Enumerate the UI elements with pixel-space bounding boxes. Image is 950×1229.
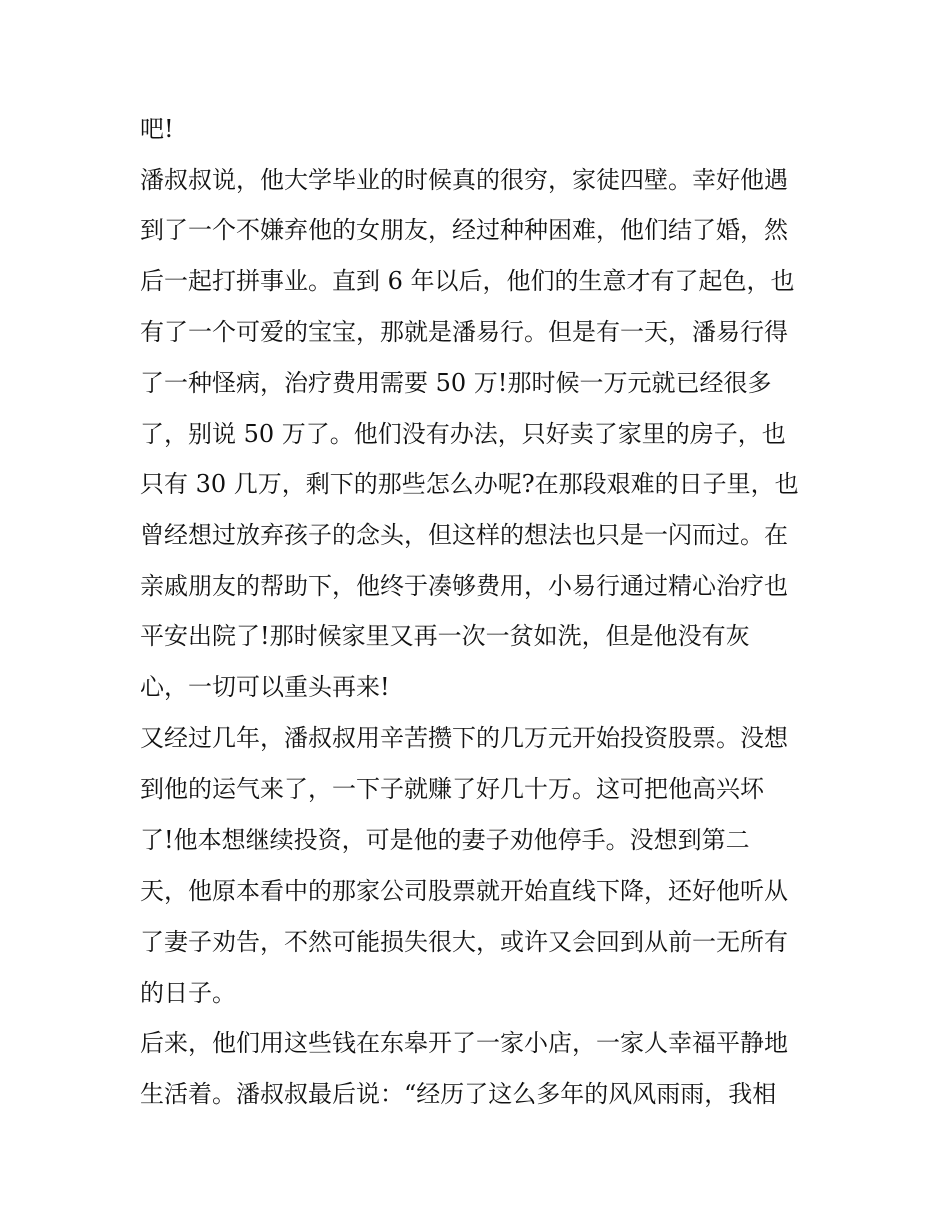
text-line: 亲戚朋友的帮助下，他终于凑够费用，小易行通过精心治疗也 xyxy=(140,572,788,600)
text-line: 潘叔叔说，他大学毕业的时候真的很穷，家徒四壁。幸好他遇 xyxy=(140,166,788,194)
text-line: 后来，他们用这些钱在东皋开了一家小店，一家人幸福平静地 xyxy=(140,1029,788,1057)
text-line: 了!他本想继续投资，可是他的妻子劝他停手。没想到第二 xyxy=(140,826,750,854)
text-line: 后一起打拼事业。直到 6 年以后，他们的生意才有了起色，也 xyxy=(140,267,795,295)
text-line: 了妻子劝告，不然可能损失很大，或许又会回到从前一无所有 xyxy=(140,928,788,956)
text-line: 了一种怪病，治疗费用需要 50 万!那时候一万元就已经很多 xyxy=(140,369,772,397)
text-line: 心，一切可以重头再来! xyxy=(140,673,390,701)
text-line: 到了一个不嫌弃他的女朋友，经过种种困难，他们结了婚，然 xyxy=(140,216,788,244)
text-line: 吧! xyxy=(140,115,174,143)
text-line: 生活着。潘叔叔最后说：“经历了这么多年的风风雨雨，我相 xyxy=(140,1080,777,1108)
text-line: 曾经想过放弃孩子的念头，但这样的想法也只是一闪而过。在 xyxy=(140,521,788,549)
text-line: 又经过几年，潘叔叔用辛苦攒下的几万元开始投资股票。没想 xyxy=(140,724,788,752)
text-line: 了，别说 50 万了。他们没有办法，只好卖了家里的房子，也 xyxy=(140,420,786,448)
text-line: 有了一个可爱的宝宝，那就是潘易行。但是有一天，潘易行得 xyxy=(140,318,788,346)
text-line: 平安出院了!那时候家里又再一次一贫如洗，但是他没有灰 xyxy=(140,622,750,650)
text-line: 到他的运气来了，一下子就赚了好几十万。这可把他高兴坏 xyxy=(140,775,764,803)
text-line: 的日子。 xyxy=(140,979,236,1007)
text-line: 天，他原本看中的那家公司股票就开始直线下降，还好他听从 xyxy=(140,877,788,905)
text-line: 只有 30 几万，剩下的那些怎么办呢?在那段艰难的日子里，也 xyxy=(140,470,799,498)
